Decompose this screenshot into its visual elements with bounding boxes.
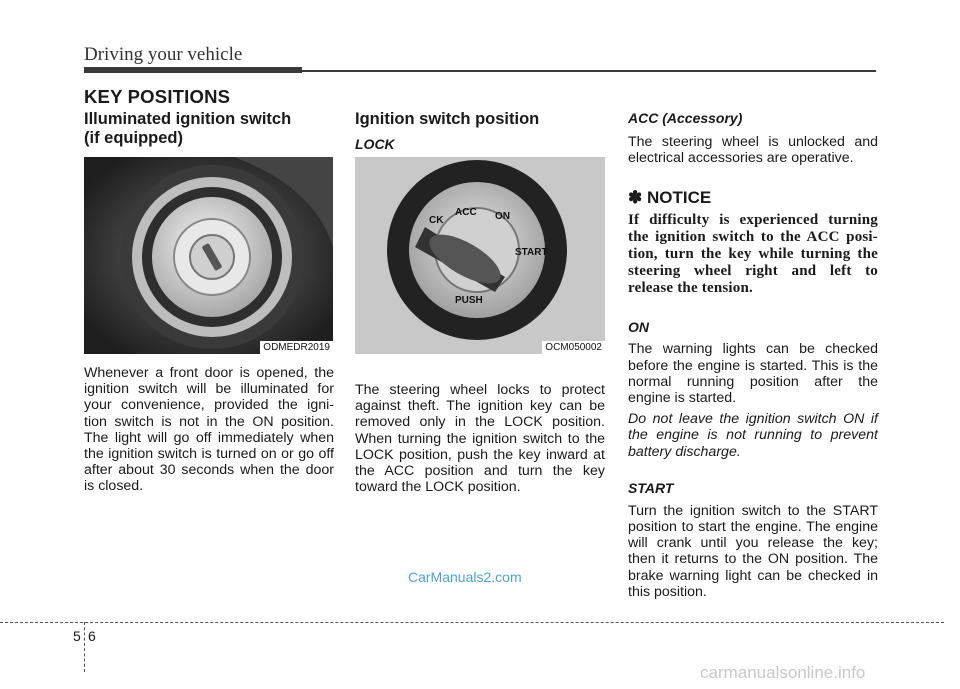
footer-dashed-rule [0,622,944,623]
start-heading: START [628,479,674,496]
illuminated-switch-text [84,365,334,495]
svg-text:PUSH: PUSH [455,295,483,306]
lock-text [355,382,605,495]
chapter-title: Driving your vehicle [84,44,243,65]
figure-code: ODMEDR2019 [260,341,333,354]
ignition-switch-illustration [84,157,333,354]
on-body: The warning lights can be checked before the engine is started. This is the normal running position after the engine is started. [628,341,878,407]
svg-text:START: START [515,247,548,258]
svg-text:ON: ON [495,211,510,222]
page-number: 6 [88,628,96,644]
ignition-position-heading: Ignition switch position [355,110,540,128]
acc-body: The steering wheel is unlocked and electrical accessories are operative. [628,134,878,167]
site-watermark: carmanualsonline.info [700,663,866,682]
start-body: Turn the ignition switch to the START position to start the engine. The engine will crank until you release the key; then it returns to the ON position. The brake warning light can be checked in this position. [628,502,878,600]
on-heading: ON [628,319,649,336]
illuminated-switch-body: Whenever a front door is opened, the ignition switch will be illuminated for your convenience, provided the igni-tion switch is not in the ON position. The light will go off immediately when the ignition switch is turned on or go off after about 30 seconds when the door is closed. [84,365,334,495]
key-cylinder-illustration [355,157,605,354]
illuminated-switch-figure [84,157,333,354]
svg-text:CK: CK [429,215,444,226]
notice-body: If difficulty is experienced turning the ignition switch to the ACC posi-tion, turn the key while turning the steering wheel right and left to release the tension. [628,212,878,297]
svg-text:ACC: ACC [455,207,477,218]
column-illuminated-switch [84,110,334,148]
watermark-link[interactable]: CarManuals2.com [408,569,522,585]
page-section-number: 5 [73,628,81,644]
illuminated-switch-heading-line1: Illuminated ignition switch [84,110,292,128]
notice-heading: ✽ NOTICE [628,188,712,208]
section-title: KEY POSITIONS [84,86,231,107]
header-rule-thick [84,67,302,73]
acc-heading: ACC (Accessory) [628,110,743,126]
illuminated-switch-heading-line2: (if equipped) [84,129,183,147]
header-rule-thin [302,70,876,72]
lock-body: The steering wheel locks to protect against theft. The ignition key can be removed only in the LOCK position. When turning the ignition switch to the LOCK position, push the key inward at the ACC position and turn the key toward the LOCK position. [355,382,605,496]
lock-figure [355,157,605,354]
lock-heading: LOCK [355,136,395,152]
column-acc-on-start [628,110,878,600]
footer-dashed-divider [84,622,85,672]
figure-code: OCM050002 [542,341,605,354]
on-warning: Do not leave the ignition switch ON if the engine is not running to prevent battery discharge. [628,411,878,460]
column-ignition-positions [355,110,605,153]
